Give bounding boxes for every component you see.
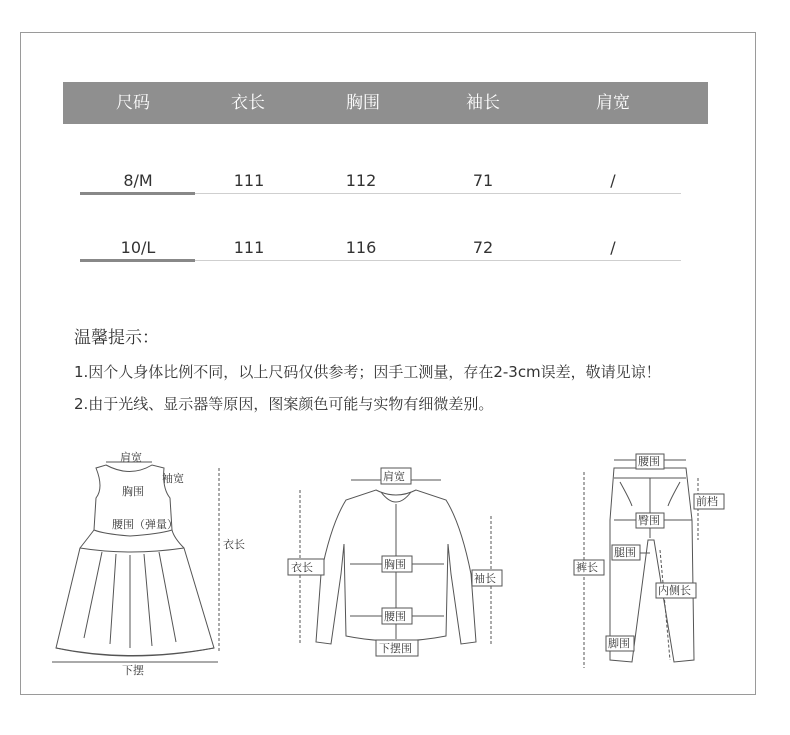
pants-waist-label: 腰围	[638, 455, 660, 468]
cell-chest: 116	[345, 238, 377, 257]
dress-armhole-label: 袖宽	[162, 472, 184, 485]
shirt-length-label: 衣长	[291, 561, 313, 574]
shirt-shoulder-label: 肩宽	[383, 470, 405, 483]
pants-leg-opening-label: 脚围	[608, 637, 630, 650]
dress-chest-label: 胸围	[122, 485, 144, 498]
row-divider	[195, 193, 681, 194]
pants-thigh-label: 腿围	[614, 546, 636, 559]
header-length: 衣长	[231, 93, 265, 113]
header-chest: 胸围	[346, 93, 380, 113]
cell-shoulder: /	[610, 171, 616, 190]
header-size: 尺码	[116, 93, 150, 113]
shirt-measurement-diagram	[286, 464, 506, 660]
shirt-hem-label: 下摆围	[379, 642, 412, 655]
dress-length-label: 衣长	[223, 538, 245, 551]
cell-size: 10/L	[120, 238, 156, 257]
dress-hem-label: 下摆	[122, 664, 144, 677]
note-line: 2.由于光线、显示器等原因，图案颜色可能与实物有细微差别。	[74, 395, 494, 413]
cell-shoulder: /	[610, 238, 616, 257]
row-divider	[80, 259, 195, 262]
cell-chest: 112	[345, 171, 377, 190]
pants-rise-label: 前档	[696, 495, 718, 508]
row-divider	[195, 260, 681, 261]
shirt-sleeve-label: 袖长	[474, 572, 496, 585]
cell-sleeve: 72	[472, 238, 494, 257]
cell-length: 111	[233, 171, 265, 190]
dress-waist-label: 腰围（弹量）	[112, 518, 178, 531]
dress-measurement-diagram	[44, 448, 245, 678]
pants-hip-label: 臀围	[638, 514, 660, 527]
cell-size: 8/M	[123, 171, 153, 190]
shirt-waist-label: 腰围	[384, 610, 406, 623]
row-divider	[80, 192, 195, 195]
cell-length: 111	[233, 238, 265, 257]
pants-inseam-label: 内侧长	[658, 584, 691, 597]
size-table-header	[63, 82, 708, 124]
note-line: 1.因个人身体比例不同，以上尺码仅供参考；因手工测量，存在2-3cm误差，敬请见谅！	[74, 363, 661, 381]
cell-sleeve: 71	[472, 171, 494, 190]
shirt-chest-label: 胸围	[384, 558, 406, 571]
header-shoulder: 肩宽	[596, 93, 630, 113]
header-sleeve: 袖长	[466, 93, 500, 113]
notes-title: 温馨提示：	[74, 328, 159, 348]
pants-measurement-diagram	[570, 450, 726, 672]
pants-length-label: 裤长	[576, 561, 598, 574]
dress-shoulder-label: 肩宽	[120, 451, 142, 464]
